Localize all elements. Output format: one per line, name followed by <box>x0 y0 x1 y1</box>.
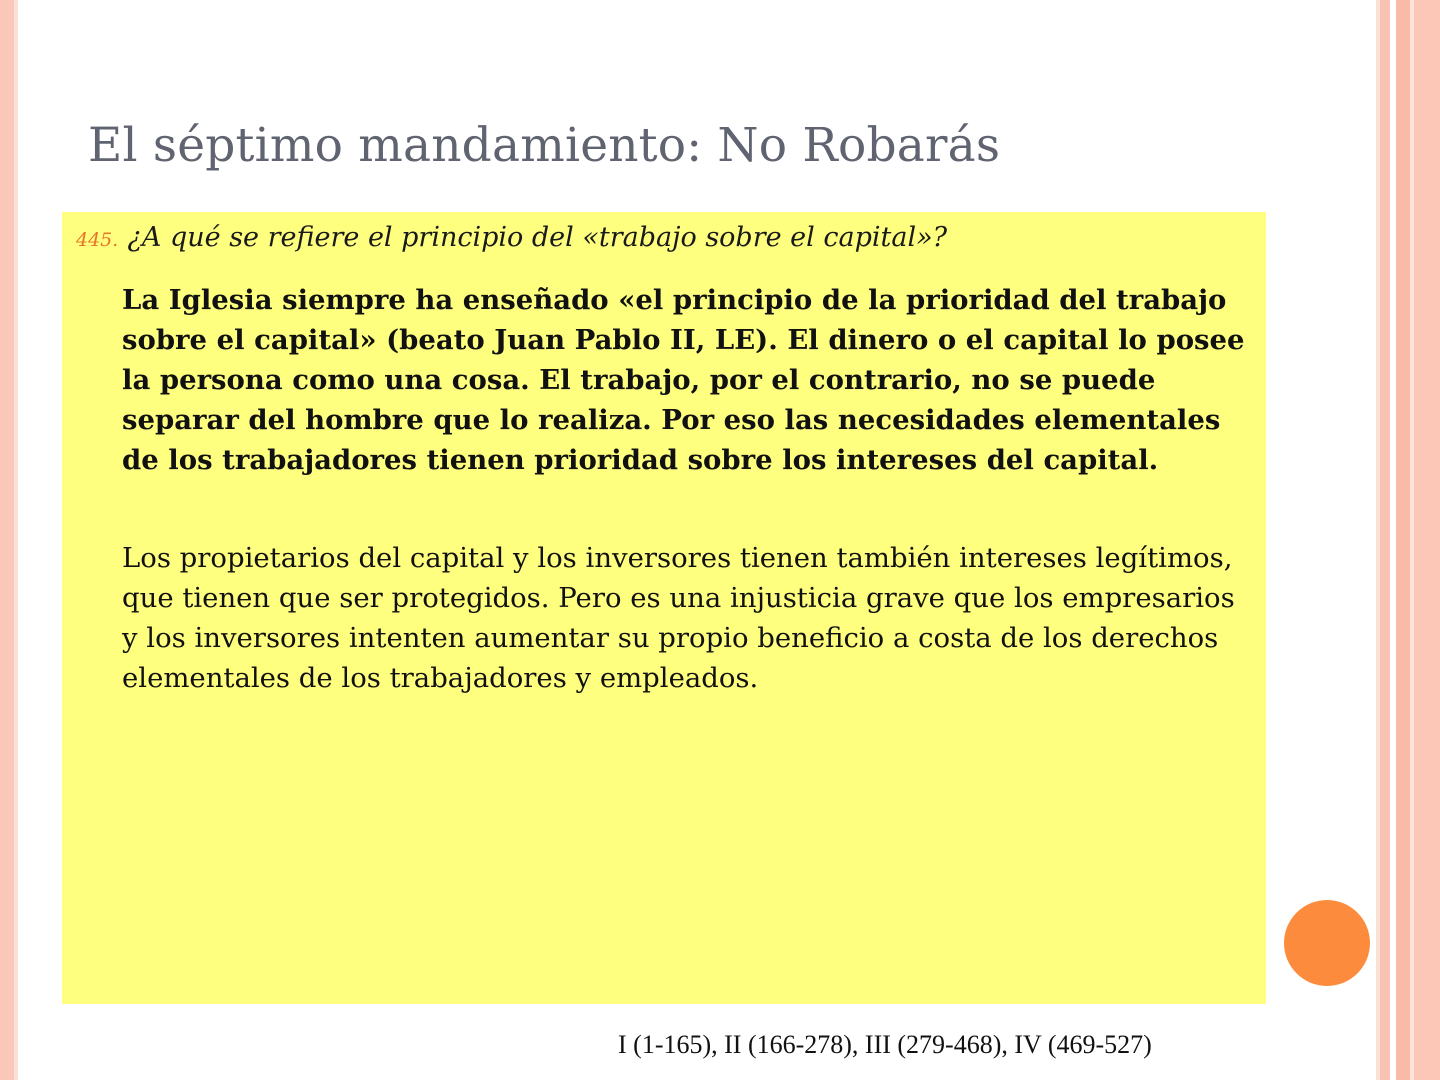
question-number: 445. <box>76 229 119 251</box>
answer-regular-paragraph: Los propietarios del capital y los inversores tienen también intereses legítimos, que tienen que ser protegidos. Pero es una injusticia grave que los empresarios y los inversores intenten aumentar su propio beneficio a costa de los derechos elementales de los trabajadores y empleados. <box>122 542 1235 694</box>
content-box <box>62 212 1266 1004</box>
left-border-stripe <box>0 0 14 1080</box>
slide-title: El séptimo mandamiento: No Robarás <box>88 118 1001 173</box>
footer-reference: I (1-165), II (166-278), III (279-468), IV (469-527) <box>618 1030 1152 1059</box>
answer-bold-paragraph: La Iglesia siempre ha enseñado «el principio de la prioridad del trabajo sobre el capital» (beato Juan Pablo II, LE). El dinero o el capital lo posee la persona como una cosa. El trabajo, por el contrario, no se puede separar del hombre que lo realiza. Por eso las necesidades elementales de los trabajadores tienen prioridad sobre los intereses del capital. <box>122 284 1245 476</box>
right-border-stripes <box>1376 0 1440 1080</box>
orange-circle-decoration <box>1284 900 1370 986</box>
question <box>76 222 947 253</box>
question-text: ¿A qué se refiere el principio del «trabajo sobre el capital»? <box>127 222 948 253</box>
